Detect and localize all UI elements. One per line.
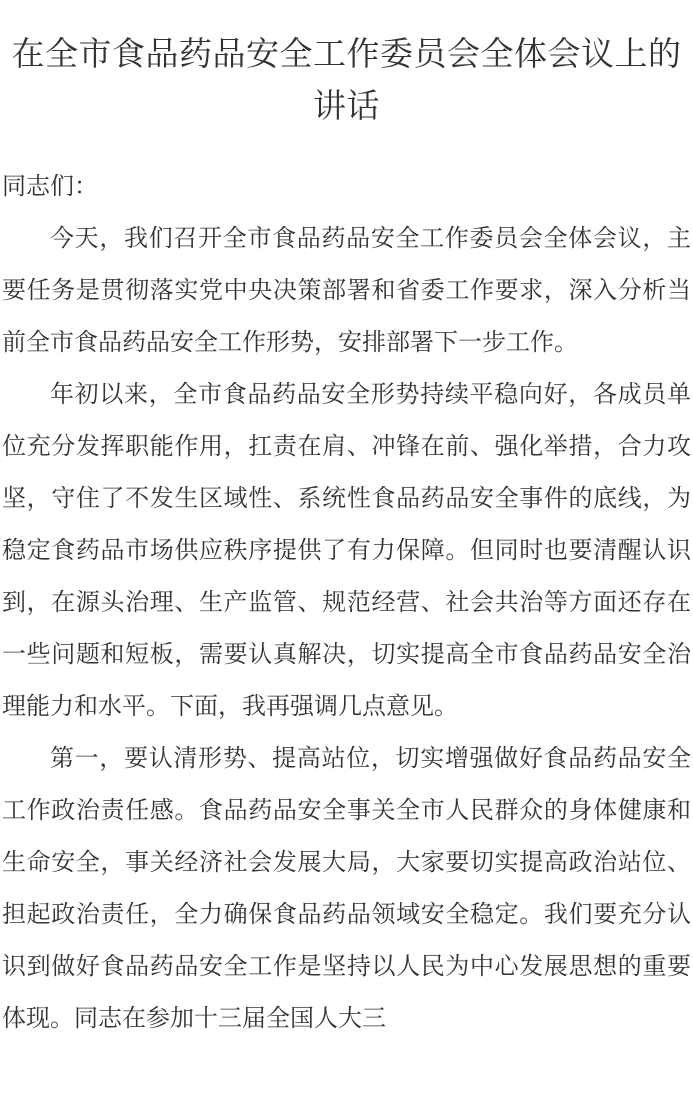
- paragraph: 今天，我们召开全市食品药品安全工作委员会全体会议，主要任务是贯彻落实党中央决策部署和省委工作要求，深入分析当前全市食品药品安全工作形势，安排部署下一步工作。: [2, 224, 691, 356]
- salutation: 同志们：: [2, 172, 98, 200]
- paragraph: 年初以来，全市食品药品安全形势持续平稳向好，各成员单位充分发挥职能作用，扛责在肩、冲锋在前、强化举措，合力攻坚，守住了不发生区域性、系统性食品药品安全事件的底线，为稳定食药品市场供应秩序提供了有力保障。但同时也要清醒认识到，在源头治理、生产监管、规范经营、社会共治等方面还存在一些问题和短板，需要认真解决，切实提高全市食品药品安全治理能力和水平。下面，我再强调几点意见。: [2, 380, 691, 720]
- paragraph: 第一，要认清形势、提高站位，切实增强做好食品药品安全工作政治责任感。食品药品安全事关全市人民群众的身体健康和生命安全，事关经济社会发展大局，大家要切实提高政治站位、担起政治责任，全力确保食品药品领域安全稳定。我们要充分认识到做好食品药品安全工作是坚持以人民为中心发展思想的重要体现。同志在参加十三届全国人大三: [2, 744, 691, 1032]
- document-title: 在全市食品药品安全工作委员会全体会议上的讲话: [11, 34, 682, 125]
